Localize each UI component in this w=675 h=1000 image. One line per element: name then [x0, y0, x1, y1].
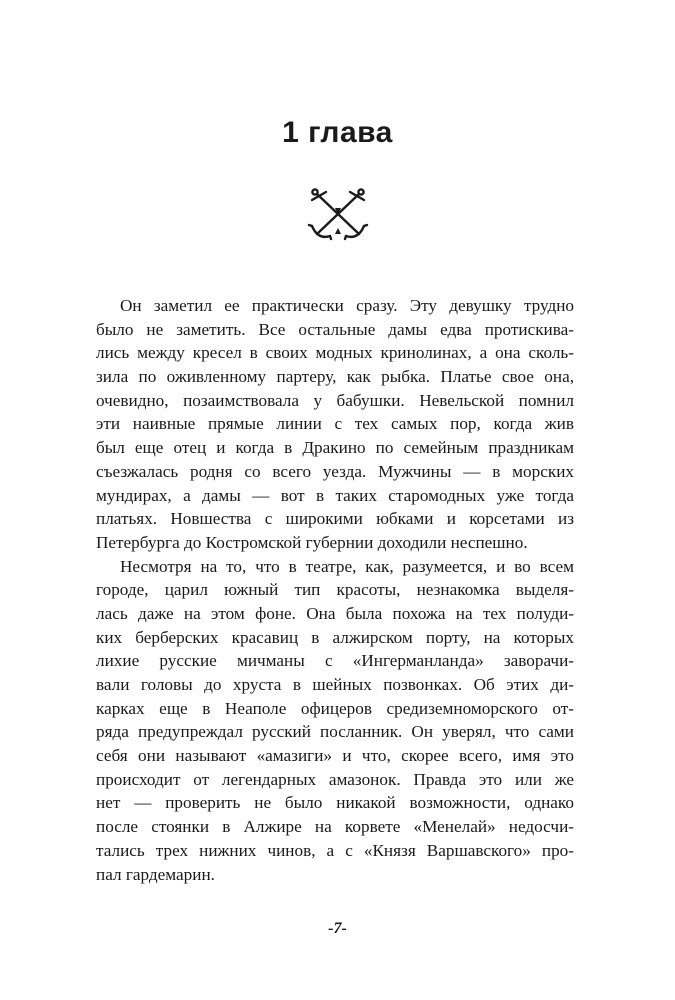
text-line: лихие русские мичманы с «Ингерманланда» заворачи-: [96, 651, 574, 671]
text-line: лась даже на этом фоне. Она была похожа на тех полуди-: [96, 603, 574, 623]
text-line: ких берберских красавиц в алжирском порту, на которых: [96, 627, 574, 647]
text-line: очевидно, позаимствовала у бабушки. Невельской помнил: [96, 390, 574, 410]
text-line: мундирах, а дамы — вот в таких старомодных уже тогда: [96, 485, 574, 505]
text-line: зила по оживленному партеру, как рыбка. Платье свое она,: [96, 367, 574, 387]
text-line: Петербурга до Костромской губернии доходили неспешно.: [96, 532, 528, 552]
text-line: эти наивные прямые линии с тех самых пор, когда жив: [96, 414, 574, 434]
text-line: лись между кресел в своих модных кринолинах, а она сколь-: [96, 343, 574, 363]
text-line: Он заметил ее практически сразу. Эту девушку трудно: [120, 296, 574, 315]
text-line: нет — проверить не было никакой возможности, однако: [96, 793, 574, 813]
text-line: съезжалась родня со всего уезда. Мужчины — в морских: [96, 461, 574, 481]
text-line: тались трех нижних чинов, а с «Князя Варшавского» про-: [96, 840, 574, 860]
text-line: платьях. Новшества с широкими юбками и корсетами из: [96, 509, 574, 529]
text-line: был еще отец и когда в Дракино по семейным праздникам: [96, 438, 574, 458]
text-line: после стоянки в Алжире на корвете «Менелай» недосчи-: [96, 817, 574, 837]
paragraph: [96, 294, 574, 555]
text-line: себя они называют «амазиги» и что, скорее всего, имя это: [96, 746, 574, 766]
chapter-title: 1 глава: [282, 116, 393, 150]
text-line: вали головы до хруста в шейных позвонках. Об этих ди-: [96, 675, 574, 694]
text-line: Несмотря на то, что в театре, как, разумеется, и во всем: [120, 556, 574, 576]
text-line: происходит от легендарных амазонок. Правда это или же: [96, 769, 574, 789]
text-line: ряда предупреждал русский посланник. Он уверял, что сами: [96, 722, 574, 742]
page-number: -7-: [328, 920, 347, 937]
paragraph: [96, 555, 574, 887]
text-line: карках еще в Неаполе офицеров средиземноморского от-: [96, 698, 574, 718]
text-line: пал гардемарин.: [96, 864, 215, 884]
text-line: городе, царил южный тип красоты, незнакомка выделя-: [96, 580, 574, 600]
crossed-anchors-icon: [302, 188, 374, 242]
body-text: [96, 294, 574, 886]
text-line: было не заметить. Все остальные дамы едва протискива-: [96, 319, 574, 339]
